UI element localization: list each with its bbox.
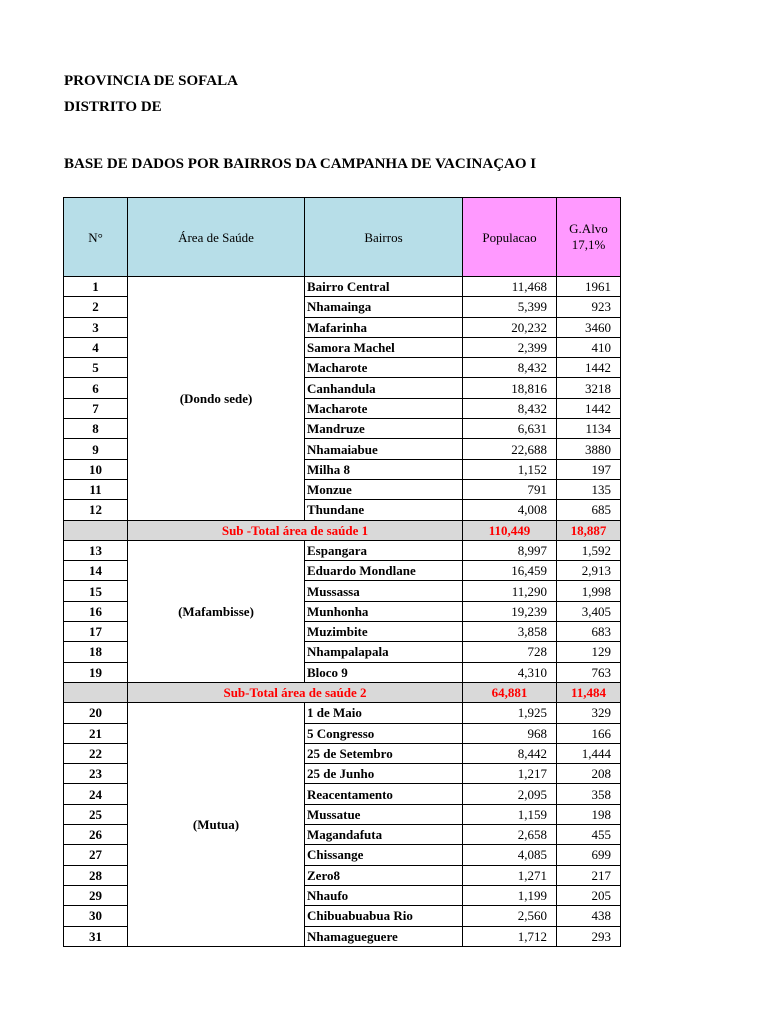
health-area-cell: (Dondo sede) (128, 277, 305, 521)
row-number: 16 (64, 601, 128, 621)
target-group-cell: 685 (557, 500, 621, 520)
population-cell: 1,159 (463, 804, 557, 824)
target-group-cell: 1134 (557, 419, 621, 439)
population-cell: 19,239 (463, 601, 557, 621)
row-number: 24 (64, 784, 128, 804)
target-group-cell: 3880 (557, 439, 621, 459)
bairro-cell: Bloco 9 (305, 662, 463, 682)
bairro-cell: Zero8 (305, 865, 463, 885)
bairro-cell: Macharote (305, 398, 463, 418)
table-row (64, 540, 621, 560)
bairro-cell: Munhonha (305, 601, 463, 621)
population-cell: 1,217 (463, 764, 557, 784)
document-title: BASE DE DADOS POR BAIRROS DA CAMPANHA DE VACINAÇAO I (64, 156, 537, 172)
population-cell: 4,085 (463, 845, 557, 865)
target-group-cell: 3460 (557, 317, 621, 337)
bairro-cell: 25 de Junho (305, 764, 463, 784)
subtotal-empty-cell (64, 520, 128, 540)
bairro-cell: Mussassa (305, 581, 463, 601)
health-area-cell: (Mafambisse) (128, 540, 305, 682)
population-cell: 2,658 (463, 825, 557, 845)
district-heading: DISTRITO DE (64, 99, 162, 115)
subtotal-empty-cell (64, 682, 128, 702)
target-group-cell: 166 (557, 723, 621, 743)
target-group-cell: 3218 (557, 378, 621, 398)
population-cell: 11,290 (463, 581, 557, 601)
bairro-cell: Chissange (305, 845, 463, 865)
bairro-cell: Thundane (305, 500, 463, 520)
population-cell: 16,459 (463, 561, 557, 581)
target-group-cell: 683 (557, 622, 621, 642)
row-number: 5 (64, 358, 128, 378)
population-cell: 20,232 (463, 317, 557, 337)
row-number: 29 (64, 885, 128, 905)
column-header-health-area: Área de Saúde (128, 198, 305, 277)
row-number: 25 (64, 804, 128, 824)
subtotal-label: Sub -Total área de saúde 1 (128, 520, 463, 540)
row-number: 18 (64, 642, 128, 662)
target-group-cell: 1,592 (557, 540, 621, 560)
population-cell: 1,712 (463, 926, 557, 946)
row-number: 12 (64, 500, 128, 520)
row-number: 7 (64, 398, 128, 418)
target-group-cell: 329 (557, 703, 621, 723)
table-row (64, 703, 621, 723)
target-group-cell: 699 (557, 845, 621, 865)
target-group-cell: 197 (557, 459, 621, 479)
target-group-cell: 2,913 (557, 561, 621, 581)
target-group-cell: 1,444 (557, 743, 621, 763)
target-group-cell: 208 (557, 764, 621, 784)
bairro-cell: Nhaufo (305, 885, 463, 905)
province-heading: PROVINCIA DE SOFALA (64, 73, 238, 89)
bairro-cell: 5 Congresso (305, 723, 463, 743)
target-group-cell: 205 (557, 885, 621, 905)
row-number: 31 (64, 926, 128, 946)
population-cell: 2,095 (463, 784, 557, 804)
population-cell: 11,468 (463, 277, 557, 297)
row-number: 28 (64, 865, 128, 885)
target-group-cell: 923 (557, 297, 621, 317)
column-header-target-group: G.Alvo 17,1% (557, 198, 621, 277)
population-cell: 8,442 (463, 743, 557, 763)
row-number: 14 (64, 561, 128, 581)
subtotal-population: 64,881 (463, 682, 557, 702)
target-group-cell: 438 (557, 906, 621, 926)
bairro-cell: Bairro Central (305, 277, 463, 297)
bairro-cell: Muzimbite (305, 622, 463, 642)
vaccination-table (63, 197, 621, 947)
table-header-row (64, 198, 621, 277)
population-cell: 5,399 (463, 297, 557, 317)
target-group-cell: 3,405 (557, 601, 621, 621)
target-group-cell: 455 (557, 825, 621, 845)
subtotal-target-group: 18,887 (557, 520, 621, 540)
row-number: 15 (64, 581, 128, 601)
column-header-bairros: Bairros (305, 198, 463, 277)
subtotal-row (64, 520, 621, 540)
column-header-number: N° (64, 198, 128, 277)
row-number: 6 (64, 378, 128, 398)
population-cell: 1,271 (463, 865, 557, 885)
row-number: 8 (64, 419, 128, 439)
table-row (64, 277, 621, 297)
population-cell: 968 (463, 723, 557, 743)
population-cell: 2,560 (463, 906, 557, 926)
row-number: 11 (64, 479, 128, 499)
target-group-cell: 135 (557, 479, 621, 499)
population-cell: 8,997 (463, 540, 557, 560)
bairro-cell: Milha 8 (305, 459, 463, 479)
row-number: 30 (64, 906, 128, 926)
population-cell: 22,688 (463, 439, 557, 459)
target-group-cell: 358 (557, 784, 621, 804)
row-number: 17 (64, 622, 128, 642)
target-group-cell: 1,998 (557, 581, 621, 601)
target-group-cell: 1442 (557, 358, 621, 378)
row-number: 20 (64, 703, 128, 723)
population-cell: 1,152 (463, 459, 557, 479)
bairro-cell: Nhamaiabue (305, 439, 463, 459)
population-cell: 728 (463, 642, 557, 662)
row-number: 9 (64, 439, 128, 459)
target-group-cell: 198 (557, 804, 621, 824)
population-cell: 8,432 (463, 358, 557, 378)
bairro-cell: Mafarinha (305, 317, 463, 337)
bairro-cell: Espangara (305, 540, 463, 560)
bairro-cell: Mussatue (305, 804, 463, 824)
bairro-cell: Canhandula (305, 378, 463, 398)
row-number: 27 (64, 845, 128, 865)
population-cell: 791 (463, 479, 557, 499)
table-body (64, 277, 621, 947)
target-group-cell: 293 (557, 926, 621, 946)
target-group-cell: 1961 (557, 277, 621, 297)
population-cell: 1,925 (463, 703, 557, 723)
bairro-cell: Nhamagueguere (305, 926, 463, 946)
health-area-cell: (Mutua) (128, 703, 305, 947)
population-cell: 18,816 (463, 378, 557, 398)
row-number: 23 (64, 764, 128, 784)
population-cell: 6,631 (463, 419, 557, 439)
row-number: 4 (64, 337, 128, 357)
row-number: 21 (64, 723, 128, 743)
bairro-cell: Chibuabuabua Rio (305, 906, 463, 926)
bairro-cell: Macharote (305, 358, 463, 378)
bairro-cell: Magandafuta (305, 825, 463, 845)
bairro-cell: Monzue (305, 479, 463, 499)
target-group-cell: 763 (557, 662, 621, 682)
row-number: 2 (64, 297, 128, 317)
bairro-cell: Reacentamento (305, 784, 463, 804)
bairro-cell: Samora Machel (305, 337, 463, 357)
subtotal-row (64, 682, 621, 702)
row-number: 22 (64, 743, 128, 763)
row-number: 26 (64, 825, 128, 845)
target-group-cell: 129 (557, 642, 621, 662)
bairro-cell: Mandruze (305, 419, 463, 439)
target-group-cell: 217 (557, 865, 621, 885)
bairro-cell: Eduardo Mondlane (305, 561, 463, 581)
subtotal-population: 110,449 (463, 520, 557, 540)
population-cell: 1,199 (463, 885, 557, 905)
row-number: 10 (64, 459, 128, 479)
population-cell: 4,310 (463, 662, 557, 682)
subtotal-label: Sub-Total área de saúde 2 (128, 682, 463, 702)
column-header-population: Populacao (463, 198, 557, 277)
population-cell: 8,432 (463, 398, 557, 418)
bairro-cell: Nhamainga (305, 297, 463, 317)
target-group-cell: 410 (557, 337, 621, 357)
row-number: 19 (64, 662, 128, 682)
bairro-cell: 1 de Maio (305, 703, 463, 723)
target-group-cell: 1442 (557, 398, 621, 418)
row-number: 1 (64, 277, 128, 297)
population-cell: 3,858 (463, 622, 557, 642)
bairro-cell: 25 de Setembro (305, 743, 463, 763)
subtotal-target-group: 11,484 (557, 682, 621, 702)
bairro-cell: Nhampalapala (305, 642, 463, 662)
population-cell: 4,008 (463, 500, 557, 520)
population-cell: 2,399 (463, 337, 557, 357)
row-number: 3 (64, 317, 128, 337)
row-number: 13 (64, 540, 128, 560)
